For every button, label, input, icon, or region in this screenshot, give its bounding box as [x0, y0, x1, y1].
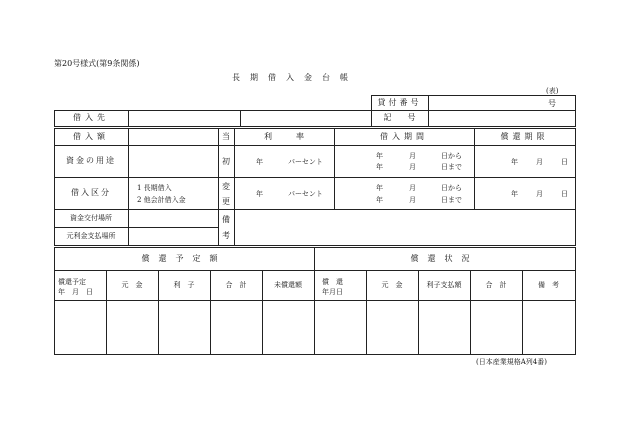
ledger-no-suffix: 号	[548, 99, 556, 108]
delivery-place-label: 資金交付場所	[70, 213, 112, 222]
change-from-month: 月	[409, 184, 416, 192]
rule	[54, 145, 576, 146]
rule	[240, 110, 241, 126]
change-due-day: 日	[561, 190, 568, 198]
rule	[54, 209, 576, 210]
change-percent: パーセント	[288, 190, 323, 198]
category-label: 借入区分	[71, 188, 111, 197]
footer-note: (日本産業規格A列4番)	[476, 358, 547, 366]
rule	[575, 95, 576, 126]
status-remark-header: 備 考	[538, 280, 559, 289]
initial-char-2: 初	[222, 157, 230, 166]
rule	[54, 177, 576, 178]
status-section-label: 償還状況	[410, 253, 479, 263]
schedule-principal-header: 元 金	[121, 280, 143, 289]
initial-from-year: 年	[376, 152, 383, 160]
initial-from: 日から	[441, 152, 462, 160]
initial-until: 日まで	[441, 163, 462, 171]
status-principal-header: 元 金	[381, 280, 403, 289]
lender-label: 借入先	[73, 113, 109, 122]
change-to-year: 年	[376, 196, 383, 204]
rule	[128, 110, 129, 126]
rule	[54, 300, 576, 301]
status-interest-header: 利子支払額	[426, 280, 462, 289]
due-label: 償還期限	[500, 131, 549, 141]
rule	[575, 128, 576, 245]
remark-char-1: 備	[222, 215, 230, 224]
initial-char-1: 当	[222, 132, 230, 141]
schedule-date-line2: 年 月 日	[58, 288, 93, 296]
front-label: (表)	[546, 87, 559, 95]
rule	[428, 95, 429, 126]
change-due-year: 年	[511, 190, 518, 198]
category-option-1: 1 長期借入	[137, 184, 172, 192]
schedule-interest-header: 利 子	[173, 280, 195, 289]
rule	[234, 128, 235, 245]
change-from: 日から	[441, 184, 462, 192]
initial-percent: パーセント	[288, 158, 323, 166]
change-char-1: 変	[222, 182, 230, 191]
schedule-total-header: 合 計	[225, 280, 247, 289]
rule	[54, 126, 576, 127]
category-option-2: 2 他会計借入金	[137, 196, 186, 204]
form-number: 第20号様式(第9条関係)	[54, 59, 140, 68]
schedule-section-label: 償還予定額	[141, 253, 227, 263]
initial-to-year: 年	[376, 163, 383, 171]
rule	[54, 245, 576, 246]
initial-due-day: 日	[561, 158, 568, 166]
change-year: 年	[256, 190, 263, 198]
schedule-unpaid-header: 未償還額	[274, 280, 302, 289]
status-date-line2: 年月日	[322, 288, 343, 296]
period-label: 借入期間	[380, 131, 428, 141]
rate-label: 利 率	[264, 131, 304, 141]
repay-place-label: 元利金支払場所	[66, 231, 116, 240]
status-date-line1: 償 還	[322, 278, 343, 286]
initial-due-month: 月	[536, 158, 543, 166]
change-char-2: 更	[222, 197, 230, 206]
change-from-year: 年	[376, 184, 383, 192]
remark-char-2: 考	[222, 231, 230, 240]
page-title: 長 期 借 入 金 台 帳	[232, 73, 349, 82]
change-until: 日まで	[441, 196, 462, 204]
initial-year: 年	[256, 158, 263, 166]
rule	[54, 354, 576, 355]
initial-due-year: 年	[511, 158, 518, 166]
amount-label: 借入額	[73, 131, 109, 141]
rule	[54, 110, 576, 111]
purpose-label: 資金の用途	[66, 156, 116, 165]
rule	[128, 128, 129, 245]
schedule-date-line1: 償還予定	[58, 278, 86, 286]
initial-from-month: 月	[409, 152, 416, 160]
change-to-month: 月	[409, 196, 416, 204]
rule	[575, 247, 576, 354]
ledger-no-label: 貸付番号	[377, 97, 422, 107]
record-label: 記 号	[383, 113, 416, 122]
status-total-header: 合 計	[485, 280, 507, 289]
initial-to-month: 月	[409, 163, 416, 171]
change-due-month: 月	[536, 190, 543, 198]
